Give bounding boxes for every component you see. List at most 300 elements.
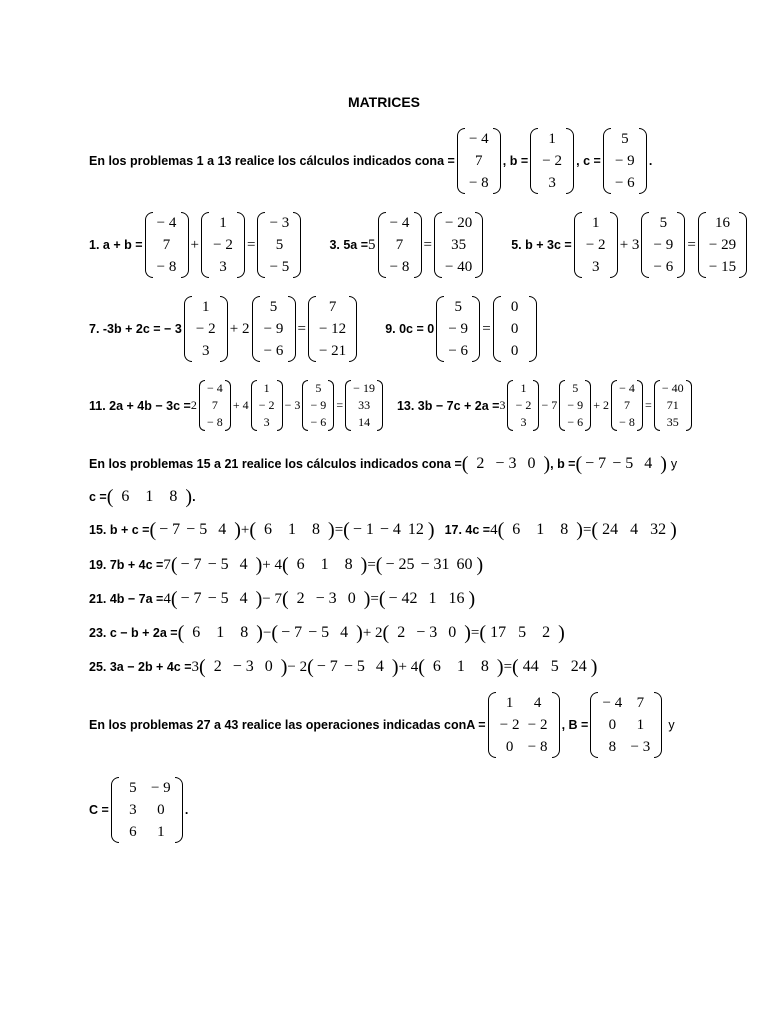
matrix-entry: − 2 <box>527 717 548 733</box>
left-paren: ( <box>170 554 178 576</box>
vector-entry: 5 <box>550 658 559 675</box>
vector-entry: 2 <box>296 590 305 607</box>
matrix-entry: − 9 <box>653 237 674 253</box>
left-paren <box>252 296 260 362</box>
vector-entry: 8 <box>312 521 321 538</box>
vector-entry: 12 <box>407 521 424 538</box>
vector-entry: − 3 <box>232 658 254 675</box>
problem-25-result <box>512 657 597 677</box>
left-paren: ( <box>591 519 599 541</box>
right-paren <box>585 380 591 431</box>
vector-entry: − 5 <box>207 590 229 607</box>
matrix-entry: − 9 <box>150 780 171 796</box>
problem-11-label: 11. 2a + 4b − 3c = <box>89 398 191 413</box>
vector-entry: − 5 <box>308 624 330 641</box>
vector-entry: 0 <box>527 455 536 472</box>
matrix-entry: − 19 <box>353 381 375 395</box>
matrix-entry: 5 <box>621 131 629 147</box>
matrix-entry: − 4 <box>156 215 177 231</box>
left-paren: ( <box>461 453 469 475</box>
vector-entry: 4 <box>239 556 248 573</box>
matrix-A <box>488 692 560 758</box>
problem-9-result <box>493 296 537 362</box>
problem-21-result <box>379 589 475 609</box>
matrix-entry: 3 <box>219 259 227 275</box>
matrix-entry: 0 <box>157 802 165 818</box>
matrix-entry: 7 <box>211 398 218 412</box>
matrix-entry: − 8 <box>527 739 548 755</box>
matrix-entry: 5 <box>269 299 278 315</box>
page-title: MATRICES <box>347 94 421 110</box>
row-vector-a <box>462 454 550 474</box>
vector-entry: 4 <box>644 455 653 472</box>
problem-13-result <box>654 380 692 431</box>
matrix-entry: − 8 <box>468 175 489 191</box>
vector-entry: 8 <box>240 624 249 641</box>
problems-row-7-9: 7. -3b + 2c = − 3 1 − 2 3 + 2 5 − 9 − 6 = 7 − 12 − 21 9. 0c = 0 5 − 9 − 6 = 0 0 0 <box>89 296 539 362</box>
matrix-B <box>590 692 662 758</box>
left-paren: ( <box>307 656 314 678</box>
left-paren <box>436 296 444 362</box>
problem-7-result <box>308 296 357 362</box>
left-paren: ( <box>281 588 289 610</box>
matrix-entry: − 9 <box>263 321 284 337</box>
right-paren <box>533 380 539 431</box>
matrix-entry: − 9 <box>448 321 469 337</box>
vector-entry: 1 <box>456 658 465 675</box>
matrix-entry: 4 <box>533 695 542 711</box>
matrix-entry: 71 <box>666 398 679 412</box>
matrix-entry: 16 <box>714 215 730 231</box>
right-paren <box>739 212 747 278</box>
problem-5-matrix-2 <box>641 212 685 278</box>
matrix-entry: − 9 <box>310 398 327 412</box>
left-paren: ( <box>343 519 350 541</box>
problem-1-matrix-1 <box>145 212 189 278</box>
vector-a <box>457 128 501 194</box>
right-paren <box>277 380 283 431</box>
problem-3-label: 3. 5a = <box>329 238 369 252</box>
left-paren <box>488 692 496 758</box>
left-paren: ( <box>271 622 279 644</box>
intro-problems-15-21-c: c = ( 6 1 8 ) . <box>89 486 196 508</box>
vector-entry: 1 <box>536 521 545 538</box>
right-paren: ) <box>255 588 263 610</box>
left-paren: ( <box>281 554 289 576</box>
vector-entry: − 42 <box>388 590 418 607</box>
left-paren: ( <box>149 519 157 541</box>
left-paren <box>530 128 538 194</box>
matrix-C <box>111 777 183 843</box>
right-paren: ) <box>356 622 363 644</box>
problem-19-result <box>376 555 483 575</box>
problem-7-matrix-1 <box>184 296 228 362</box>
matrix-entry: − 4 <box>619 381 635 395</box>
vector-entry: − 31 <box>420 556 450 573</box>
vector-entry: 6 <box>512 521 521 538</box>
right-paren: ) <box>660 453 667 475</box>
problem-25-label: 25. 3a − 2b + 4c = <box>89 660 192 674</box>
vector-entry: 32 <box>650 521 667 538</box>
vector-b <box>530 128 574 194</box>
vector-entry: − 5 <box>207 556 229 573</box>
vector-entry: − 25 <box>385 556 415 573</box>
matrix-entry: 1 <box>157 824 165 840</box>
matrix-entry: 1 <box>591 215 600 231</box>
left-paren: ( <box>106 486 114 508</box>
vector-entry: 2 <box>397 624 406 641</box>
right-paren <box>293 212 301 278</box>
vector-entry: − 4 <box>379 521 401 538</box>
left-paren <box>493 296 501 362</box>
problem-19-label: 19. 7b + 4c = <box>89 558 164 572</box>
matrix-entry: − 4 <box>468 131 489 147</box>
vector-entry: 4 <box>340 624 349 641</box>
matrix-entry: 7 <box>328 299 337 315</box>
right-paren: ) <box>464 622 471 644</box>
matrix-entry: − 2 <box>213 237 233 253</box>
intro-problems-27-43: En los problemas 27 a 43 realice las operaciones indicadas con A = 1 4 − 2 − 2 0 − 8 , B = − 4 7 0 1 8 − 3 y <box>89 692 675 758</box>
vector-entry: 1 <box>320 556 329 573</box>
left-paren <box>457 128 465 194</box>
matrix-entry: 3 <box>520 415 527 429</box>
problem-9-matrix <box>436 296 480 362</box>
vector-entry: − 7 <box>316 658 338 675</box>
right-paren <box>639 128 647 194</box>
vector-entry: − 1 <box>352 521 374 538</box>
vector-entry: 1 <box>428 590 437 607</box>
problem-21: 21. 4b − 7a = 4 ( − 7 − 5 4 ) − 7 ( 2 − 3 0 ) = ( − 42 1 16 ) <box>89 588 476 610</box>
intro-problems-27-43-C: C = 5 − 9 3 0 6 1 . <box>89 777 188 843</box>
matrix-entry: − 5 <box>269 259 290 275</box>
matrix-entry: 7 <box>395 237 404 253</box>
problem-19: 19. 7b + 4c = 7 ( − 7 − 5 4 ) + 4 ( 6 1 8 ) = ( − 25 − 31 60 ) <box>89 554 484 576</box>
problem-25: 25. 3a − 2b + 4c = 3 ( 2 − 3 0 ) − 2 ( − 7 − 5 4 ) + 4 ( 6 1 8 ) = ( 44 5 24 ) <box>89 656 598 678</box>
problem-5-result <box>698 212 747 278</box>
right-paren: ) <box>256 622 263 644</box>
vector-entry: 8 <box>480 658 489 675</box>
left-paren <box>603 128 611 194</box>
right-paren: ) <box>185 486 193 508</box>
matrix-entry: − 9 <box>614 153 635 169</box>
matrix-entry: 1 <box>636 717 645 733</box>
matrix-entry: 1 <box>505 695 514 711</box>
left-paren: ( <box>378 588 386 610</box>
right-paren <box>181 212 189 278</box>
matrix-entry: 5 <box>572 381 579 395</box>
left-paren: ( <box>512 656 519 678</box>
matrix-entry: − 20 <box>445 215 473 231</box>
problem-23-result <box>479 623 564 643</box>
vector-entry: 6 <box>264 521 273 538</box>
matrix-entry: − 6 <box>263 343 284 359</box>
vector-c <box>603 128 647 194</box>
vector-entry: 1 <box>216 624 225 641</box>
right-paren <box>349 296 357 362</box>
vector-entry: 4 <box>375 658 384 675</box>
left-paren <box>201 212 209 278</box>
problem-13-label: 13. 3b − 7c + 2a = <box>396 398 500 413</box>
vector-entry: − 5 <box>612 455 634 472</box>
vector-entry: 8 <box>169 488 178 505</box>
problem-9-label: 9. 0c = 0 <box>385 322 435 336</box>
left-paren: ( <box>575 453 583 475</box>
matrix-entry: 8 <box>608 739 617 755</box>
right-paren <box>610 212 618 278</box>
vector-entry: − 5 <box>186 521 208 538</box>
vector-entry: − 3 <box>416 624 438 641</box>
problem-11-matrix-2 <box>251 380 283 431</box>
vector-entry: 4 <box>630 521 639 538</box>
problem-17-result <box>591 520 676 540</box>
problems-row-15-17: 15. b + c = ( − 7 − 5 4 ) + ( 6 1 8 ) = ( − 1 − 4 12 ) 17. 4c = 4 ( 6 1 8 ) = ( 24 4 32 ) <box>89 519 677 541</box>
matrix-entry: − 3 <box>630 739 651 755</box>
matrix-entry: 0 <box>510 299 519 315</box>
right-paren <box>414 212 422 278</box>
matrix-entry: 3 <box>548 175 556 191</box>
matrix-entry: 1 <box>202 299 210 315</box>
problem-5-label: 5. b + 3c = <box>511 238 572 252</box>
vector-entry: 5 <box>518 624 527 641</box>
problem-13-matrix-1 <box>507 380 539 431</box>
matrix-entry: − 8 <box>619 415 635 429</box>
matrix-entry: − 9 <box>567 398 584 412</box>
vector-entry: 1 <box>288 521 297 538</box>
right-paren: ) <box>427 519 435 541</box>
matrix-entry: 3 <box>263 415 270 429</box>
problem-5-matrix-1 <box>574 212 618 278</box>
matrix-entry: − 6 <box>310 415 327 429</box>
matrix-entry: 0 <box>505 739 514 755</box>
right-paren: ) <box>234 519 241 541</box>
right-paren: ) <box>391 656 399 678</box>
matrix-entry: − 29 <box>708 237 737 253</box>
matrix-entry: − 8 <box>156 259 177 275</box>
matrix-entry: 0 <box>608 717 617 733</box>
left-paren: ( <box>199 656 206 678</box>
vector-entry: − 5 <box>343 658 365 675</box>
problem-15-label: 15. b + c = <box>89 523 150 537</box>
matrix-entry: 7 <box>162 237 171 253</box>
matrix-entry: − 2 <box>195 321 216 337</box>
matrix-entry: − 15 <box>708 259 737 275</box>
right-paren <box>529 296 537 362</box>
matrix-entry: − 6 <box>653 259 674 275</box>
vector-entry: 44 <box>522 658 539 675</box>
intro-problems-1-13: En los problemas 1 a 13 realice los cálculos indicados con a = − 4 7 − 8 , b = 1 − 2 3 , c = 5 − 9 − 6 . <box>89 128 652 194</box>
matrix-entry: 6 <box>129 824 137 840</box>
left-paren: ( <box>249 519 257 541</box>
problem-23-label: 23. c − b + 2a = <box>89 626 178 640</box>
left-paren <box>184 296 192 362</box>
matrix-entry: 5 <box>315 381 322 395</box>
row-vector-c <box>107 487 192 507</box>
right-paren: ) <box>558 622 565 644</box>
right-paren: ) <box>496 656 504 678</box>
matrix-entry: − 2 <box>515 398 532 412</box>
matrix-entry: − 40 <box>445 259 473 275</box>
matrix-entry: − 6 <box>567 415 584 429</box>
problem-3-result <box>434 212 483 278</box>
right-paren <box>220 296 228 362</box>
problem-11-result <box>345 380 383 431</box>
left-paren: ( <box>170 588 178 610</box>
matrix-entry: 1 <box>263 381 270 395</box>
matrix-entry: − 3 <box>269 215 290 231</box>
vector-entry: 24 <box>602 521 619 538</box>
matrix-entry: − 21 <box>318 343 347 359</box>
problem-17-label: 17. 4c = <box>444 523 491 537</box>
right-paren <box>677 212 685 278</box>
matrix-entry: 33 <box>358 398 371 412</box>
left-paren: ( <box>177 622 185 644</box>
matrix-entry: − 4 <box>389 215 410 231</box>
right-paren: ) <box>255 554 263 576</box>
matrix-entry: 3 <box>129 802 137 818</box>
problem-1-matrix-2 <box>201 212 245 278</box>
vector-entry: 2 <box>213 658 222 675</box>
problem-23: 23. c − b + 2a = ( 6 1 8 ) − ( − 7 − 5 4 ) + 2 ( 2 − 3 0 ) = ( 17 5 2 ) <box>89 622 565 644</box>
left-paren: ( <box>497 519 505 541</box>
matrix-entry: 5 <box>129 780 137 796</box>
matrix-entry: 35 <box>451 237 467 253</box>
matrix-entry: − 6 <box>614 175 635 191</box>
right-paren: ) <box>328 519 335 541</box>
matrix-entry: 5 <box>275 237 284 253</box>
vector-entry: − 7 <box>585 455 607 472</box>
matrix-entry: 3 <box>591 259 600 275</box>
vector-entry: 4 <box>218 521 227 538</box>
vector-entry: − 3 <box>315 590 337 607</box>
right-paren <box>377 380 383 431</box>
vector-entry: 6 <box>432 658 441 675</box>
matrix-entry: − 8 <box>389 259 410 275</box>
left-paren <box>308 296 316 362</box>
row-vector-b <box>575 454 666 474</box>
right-paren <box>237 212 245 278</box>
vector-entry: 2 <box>542 624 551 641</box>
right-paren <box>175 777 183 843</box>
problem-13-matrix-2 <box>559 380 591 431</box>
problem-3-matrix <box>378 212 422 278</box>
matrix-entry: − 40 <box>661 381 684 395</box>
right-paren <box>225 380 231 431</box>
problem-1-label: 1. a + b = <box>89 238 143 252</box>
matrix-entry: − 2 <box>258 398 275 412</box>
problem-7-label: 7. -3b + 2c = − 3 <box>89 322 182 336</box>
vector-entry: − 3 <box>495 455 517 472</box>
left-paren <box>257 212 265 278</box>
matrix-entry: 7 <box>475 153 483 169</box>
left-paren <box>111 777 119 843</box>
vector-entry: 2 <box>476 455 485 472</box>
vector-entry: 24 <box>570 658 587 675</box>
problem-15-result <box>343 520 434 540</box>
left-paren <box>574 212 582 278</box>
matrix-entry: 1 <box>219 215 227 231</box>
left-paren: ( <box>375 554 383 576</box>
left-paren <box>641 212 649 278</box>
problem-1-result <box>257 212 301 278</box>
right-paren: ) <box>670 519 677 541</box>
vector-entry: − 7 <box>180 556 202 573</box>
matrix-entry: − 8 <box>206 415 223 429</box>
vector-entry: 0 <box>264 658 273 675</box>
matrix-entry: 0 <box>510 343 519 359</box>
vector-entry: 16 <box>448 590 465 607</box>
vector-entry: 8 <box>344 556 353 573</box>
left-paren <box>378 212 386 278</box>
matrix-entry: − 2 <box>585 237 606 253</box>
right-paren <box>493 128 501 194</box>
matrix-entry: 7 <box>624 398 631 412</box>
right-paren <box>475 212 483 278</box>
right-paren <box>288 296 296 362</box>
intro-problems-15-21: En los problemas 15 a 21 realice los cálculos indicados con a = ( 2 − 3 0 ) , b = ( − 7 − 5 4 ) y <box>89 453 678 475</box>
problem-21-label: 21. 4b − 7a = <box>89 592 164 606</box>
right-paren <box>566 128 574 194</box>
left-paren: ( <box>418 656 425 678</box>
vector-entry: 60 <box>456 556 473 573</box>
matrix-entry: 1 <box>548 131 556 147</box>
matrix-entry: 7 <box>636 695 645 711</box>
right-paren: ) <box>590 656 598 678</box>
matrix-entry: 3 <box>202 343 210 359</box>
matrix-entry: 14 <box>358 415 371 429</box>
problems-row-1-3-5: 1. a + b = − 4 7 − 8 + 1 − 2 3 = − 3 5 − 5 3. 5a = 5 − 4 7 − 8 = − 20 35 − 40 5. b + 3c = 1 − 2 3 + 3 5 − 9 − 6 = 16 − 29 − 15 <box>89 212 749 278</box>
right-paren: ) <box>576 519 583 541</box>
matrix-entry: 35 <box>666 415 679 429</box>
matrix-entry: 5 <box>659 215 668 231</box>
left-paren <box>434 212 442 278</box>
matrix-entry: − 4 <box>206 381 223 395</box>
matrix-entry: 1 <box>520 381 527 395</box>
left-paren: ( <box>382 622 390 644</box>
left-paren: ( <box>479 622 487 644</box>
matrix-entry: 5 <box>454 299 462 315</box>
left-paren <box>698 212 706 278</box>
vector-entry: 1 <box>145 488 154 505</box>
matrix-entry: 0 <box>510 321 519 337</box>
problem-13-matrix-3 <box>611 380 643 431</box>
vector-entry: − 7 <box>159 521 181 538</box>
right-paren: ) <box>476 554 484 576</box>
matrix-entry: − 12 <box>318 321 347 337</box>
matrix-entry: − 2 <box>542 153 563 169</box>
vector-entry: − 7 <box>281 624 303 641</box>
vector-entry: − 7 <box>180 590 202 607</box>
right-paren <box>328 380 334 431</box>
right-paren: ) <box>468 588 476 610</box>
matrix-entry: − 2 <box>499 717 520 733</box>
vector-entry: 6 <box>296 556 305 573</box>
left-paren <box>590 692 598 758</box>
matrix-entry: − 6 <box>448 343 469 359</box>
vector-entry: 4 <box>239 590 248 607</box>
right-paren <box>686 380 692 431</box>
right-paren <box>654 692 662 758</box>
vector-entry: 0 <box>448 624 457 641</box>
right-paren: ) <box>280 656 288 678</box>
right-paren: ) <box>543 453 551 475</box>
problems-row-11-13: 11. 2a + 4b − 3c = 2 − 4 7 − 8 + 4 1 − 2 3 − 3 5 − 9 − 6 = − 19 33 14 13. 3b − 7c + 2a = 3 1 − 2 3 − 7 5 − 9 − 6 + 2 − 4 7 − 8 = − 40 71 35 <box>89 380 694 431</box>
vector-entry: 6 <box>192 624 201 641</box>
vector-entry: 6 <box>121 488 130 505</box>
left-paren <box>145 212 153 278</box>
right-paren: ) <box>360 554 368 576</box>
vector-entry: 0 <box>347 590 356 607</box>
right-paren <box>637 380 643 431</box>
